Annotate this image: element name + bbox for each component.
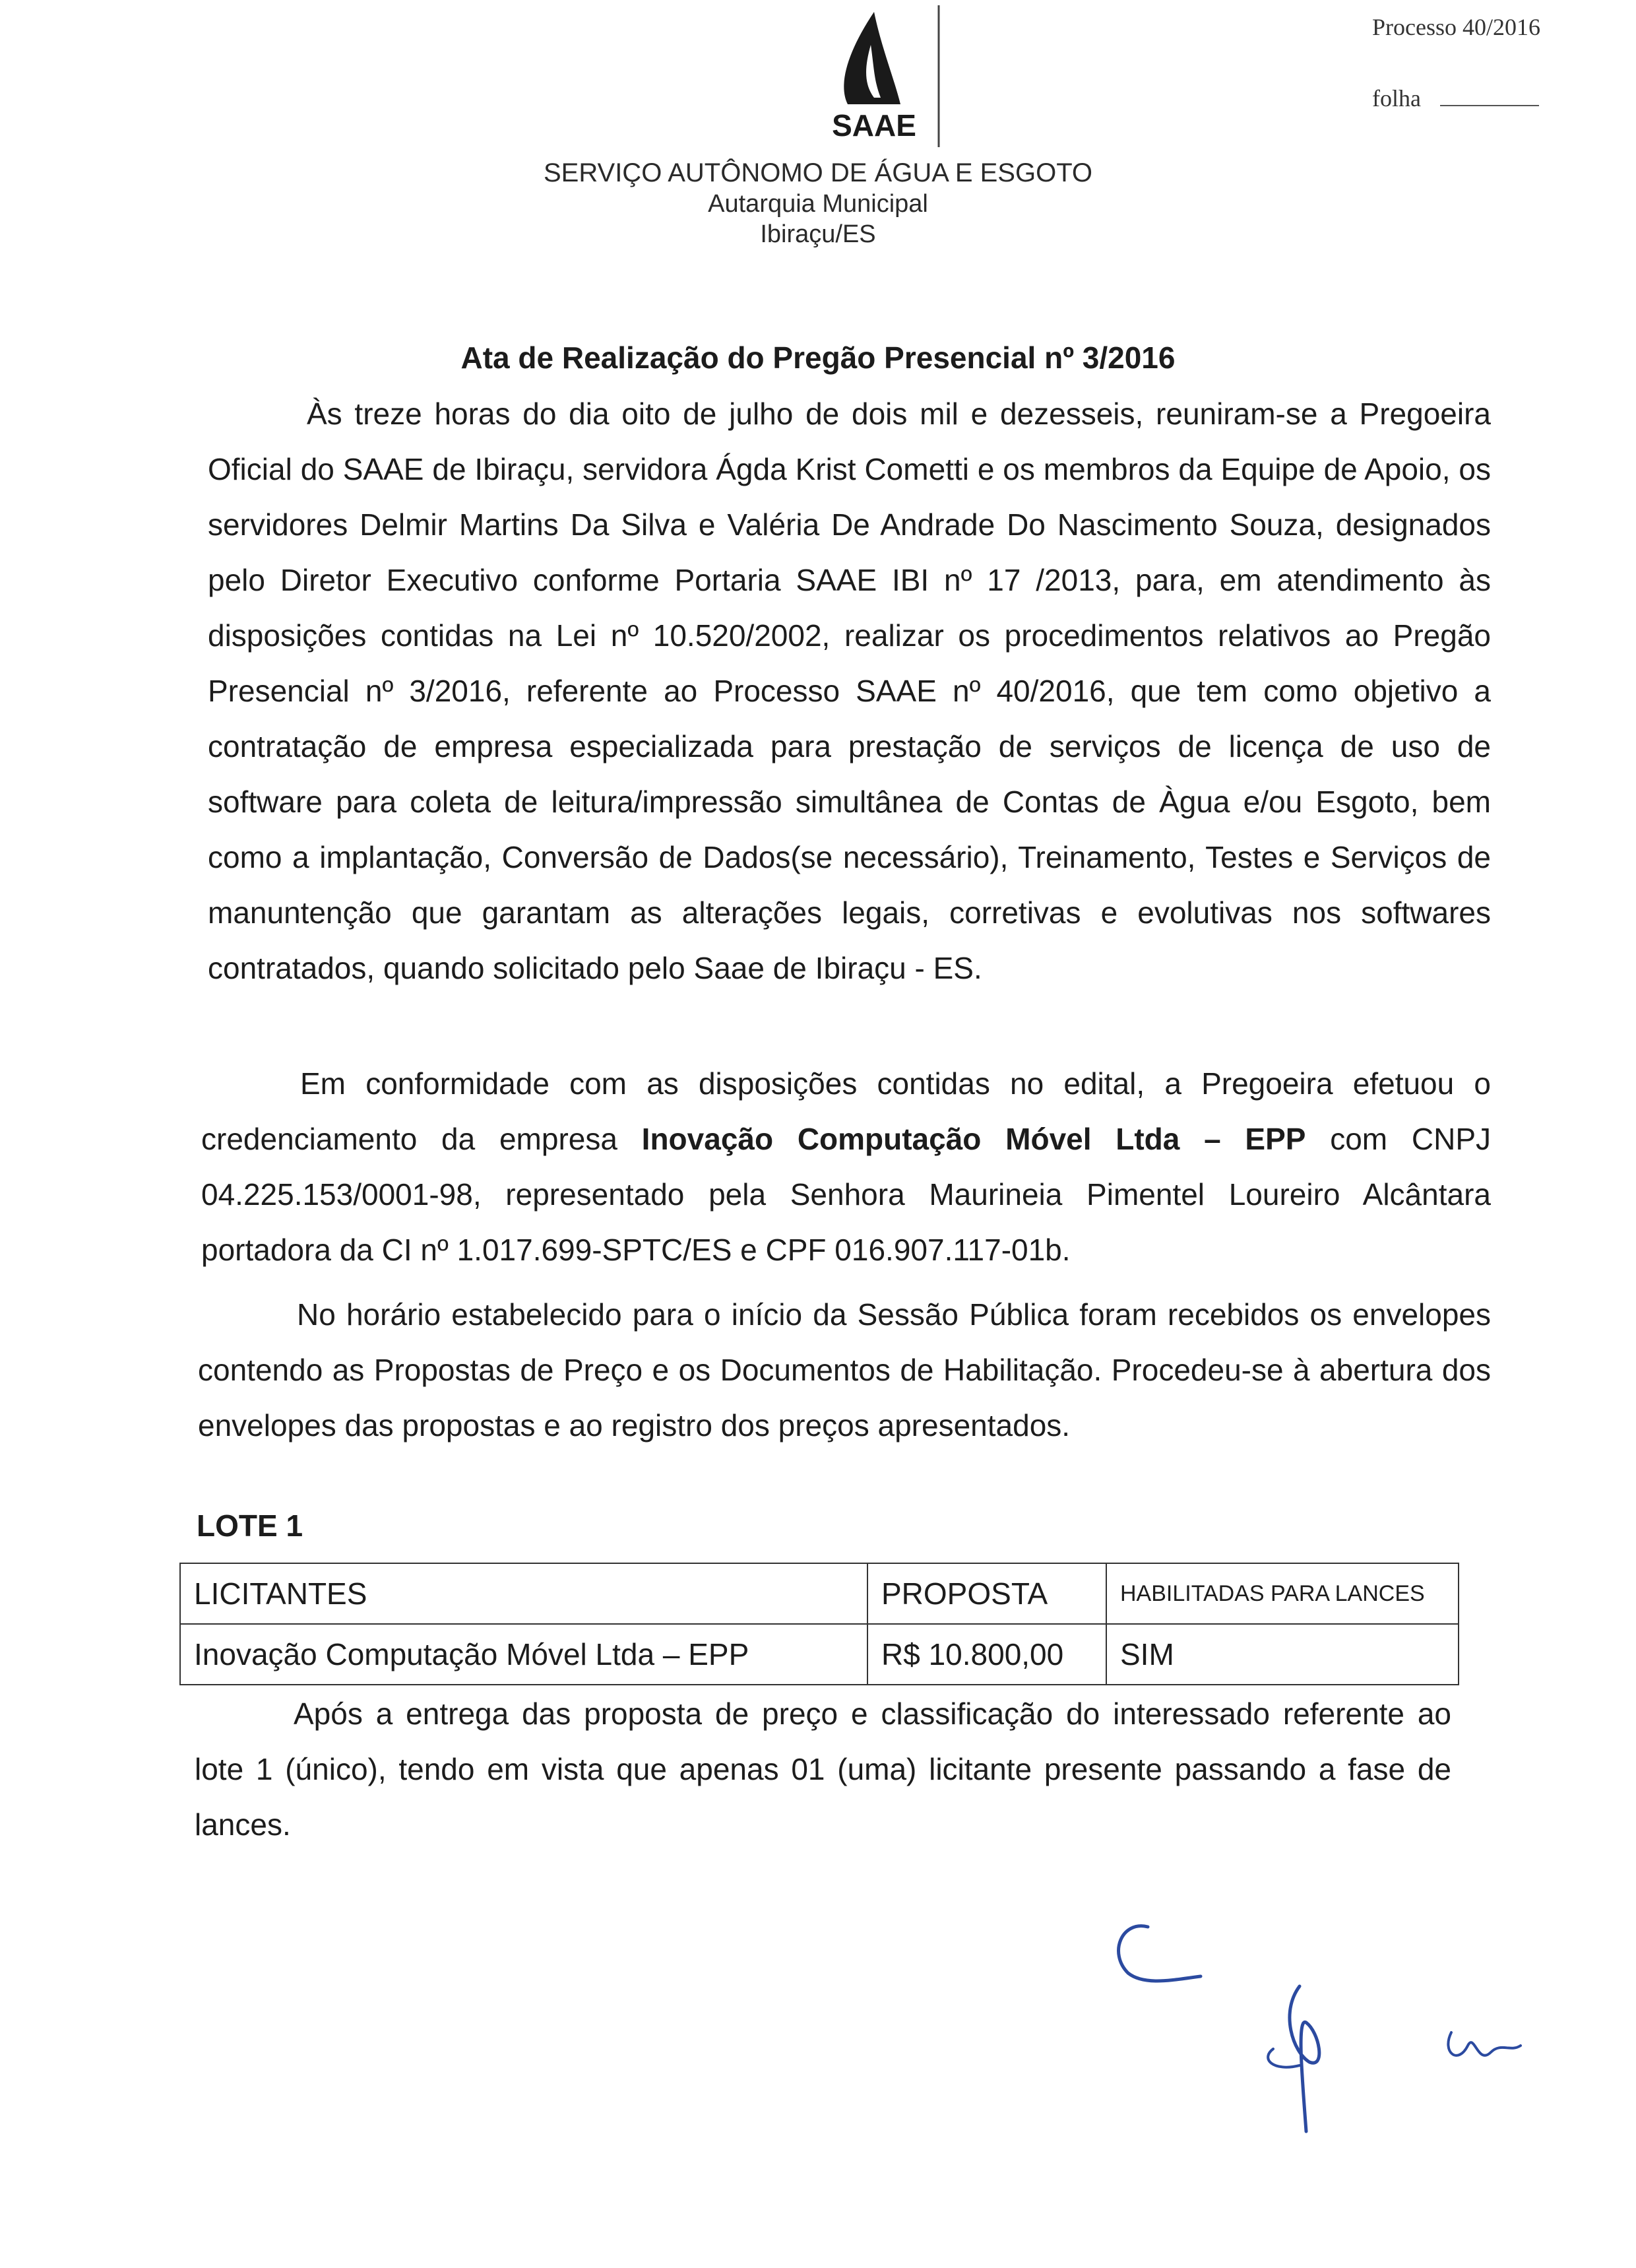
table-header-row [180,1563,1459,1624]
sheet-number-blank [1440,105,1539,106]
paragraph-accreditation-text-a: Em conformidade com as disposições contidas no edital, a Pregoeira efetuou o credenciamento da empresa [201,1066,1491,1156]
cell-bidder-name: Inovação Computação Móvel Ltda – EPP [180,1624,867,1685]
paragraph-bidding-phase-text: Após a entrega das proposta de preço e classificação do interessado referente ao lote 1 (único), tendo em vista que apenas 01 (uma) licitante presente passando a fase de lances. [195,1697,1451,1842]
cell-qualified: SIM [1106,1624,1459,1685]
org-type: Autarquia Municipal [708,190,928,218]
paragraph-session [198,1287,1491,1453]
logo-lettering: SAAE [832,108,916,143]
lot-heading: LOTE 1 [197,1508,303,1543]
bids-table [179,1563,1459,1685]
paragraph-accreditation [201,1056,1491,1278]
paragraph-bidding-phase [195,1686,1451,1852]
paragraph-accreditation-text-b: com CNPJ 04.225.153/0001-98, representado pela Senhora Maurineia Pimentel Loureiro Alcântara portadora da CI nº 1.017.699-SPTC/ES e CPF 016.907.117-01b. [201,1122,1491,1267]
header-cell-bidders: LICITANTES [180,1563,867,1624]
handwritten-initials [1082,1900,1544,2178]
cell-proposal-value: R$ 10.800,00 [867,1624,1106,1685]
sheet-label [1372,84,1539,112]
table-row [180,1624,1459,1685]
sheet-label-text: folha [1372,85,1421,112]
paragraph-opening-text: Às treze horas do dia oito de julho de dois mil e dezesseis, reuniram-se a Pregoeira Oficial do SAAE de Ibiraçu, servidora Ágda Krist Cometti e os membros da Equipe de Apoio, os servidores Delmir Martins Da Silva e Valéria De Andrade Do Nascimento Souza, designados pelo Diretor Executivo conforme Portaria SAAE IBI nº 17 /2013, para, em atendimento às disposições contidas na Lei nº 10.520/2002, realizar os procedimentos relativos ao Pregão Presencial nº 3/2016, referente ao Processo SAAE nº 40/2016, que tem como objetivo a contratação de empresa especializada para prestação de serviços de licença de uso de software para coleta de leitura/impressão simultânea de Contas de Àgua e/ou Esgoto, bem como a implantação, Conversão de Dados(se necessário), Treinamento, Testes e Serviços de manuntenção que garantam as alterações legais, corretivas e evolutivas nos softwares contratados, quando solicitado pelo Saae de Ibiraçu - ES. [208,397,1491,985]
paragraph-session-text: No horário estabelecido para o início da Sessão Pública foram recebidos os envelopes contendo as Propostas de Preço e os Documentos de Habilitação. Procedeu-se à abertura dos envelopes das propostas e ao registro dos preços apresentados. [198,1297,1491,1442]
header-cell-qualified: HABILITADAS PARA LANCES [1106,1563,1459,1624]
saae-logo [808,5,947,150]
org-name: SERVIÇO AUTÔNOMO DE ÁGUA E ESGOTO [543,158,1093,187]
org-city: Ibiraçu/ES [760,220,876,248]
paragraph-opening [208,386,1491,996]
company-name: Inovação Computação Móvel Ltda – EPP [641,1122,1306,1156]
process-number: Processo 40/2016 [1372,14,1540,40]
water-drop-logo-icon [808,5,947,150]
document-title: Ata de Realização do Pregão Presencial nº 3/2016 [460,340,1176,375]
header-cell-proposal: PROPOSTA [867,1563,1106,1624]
